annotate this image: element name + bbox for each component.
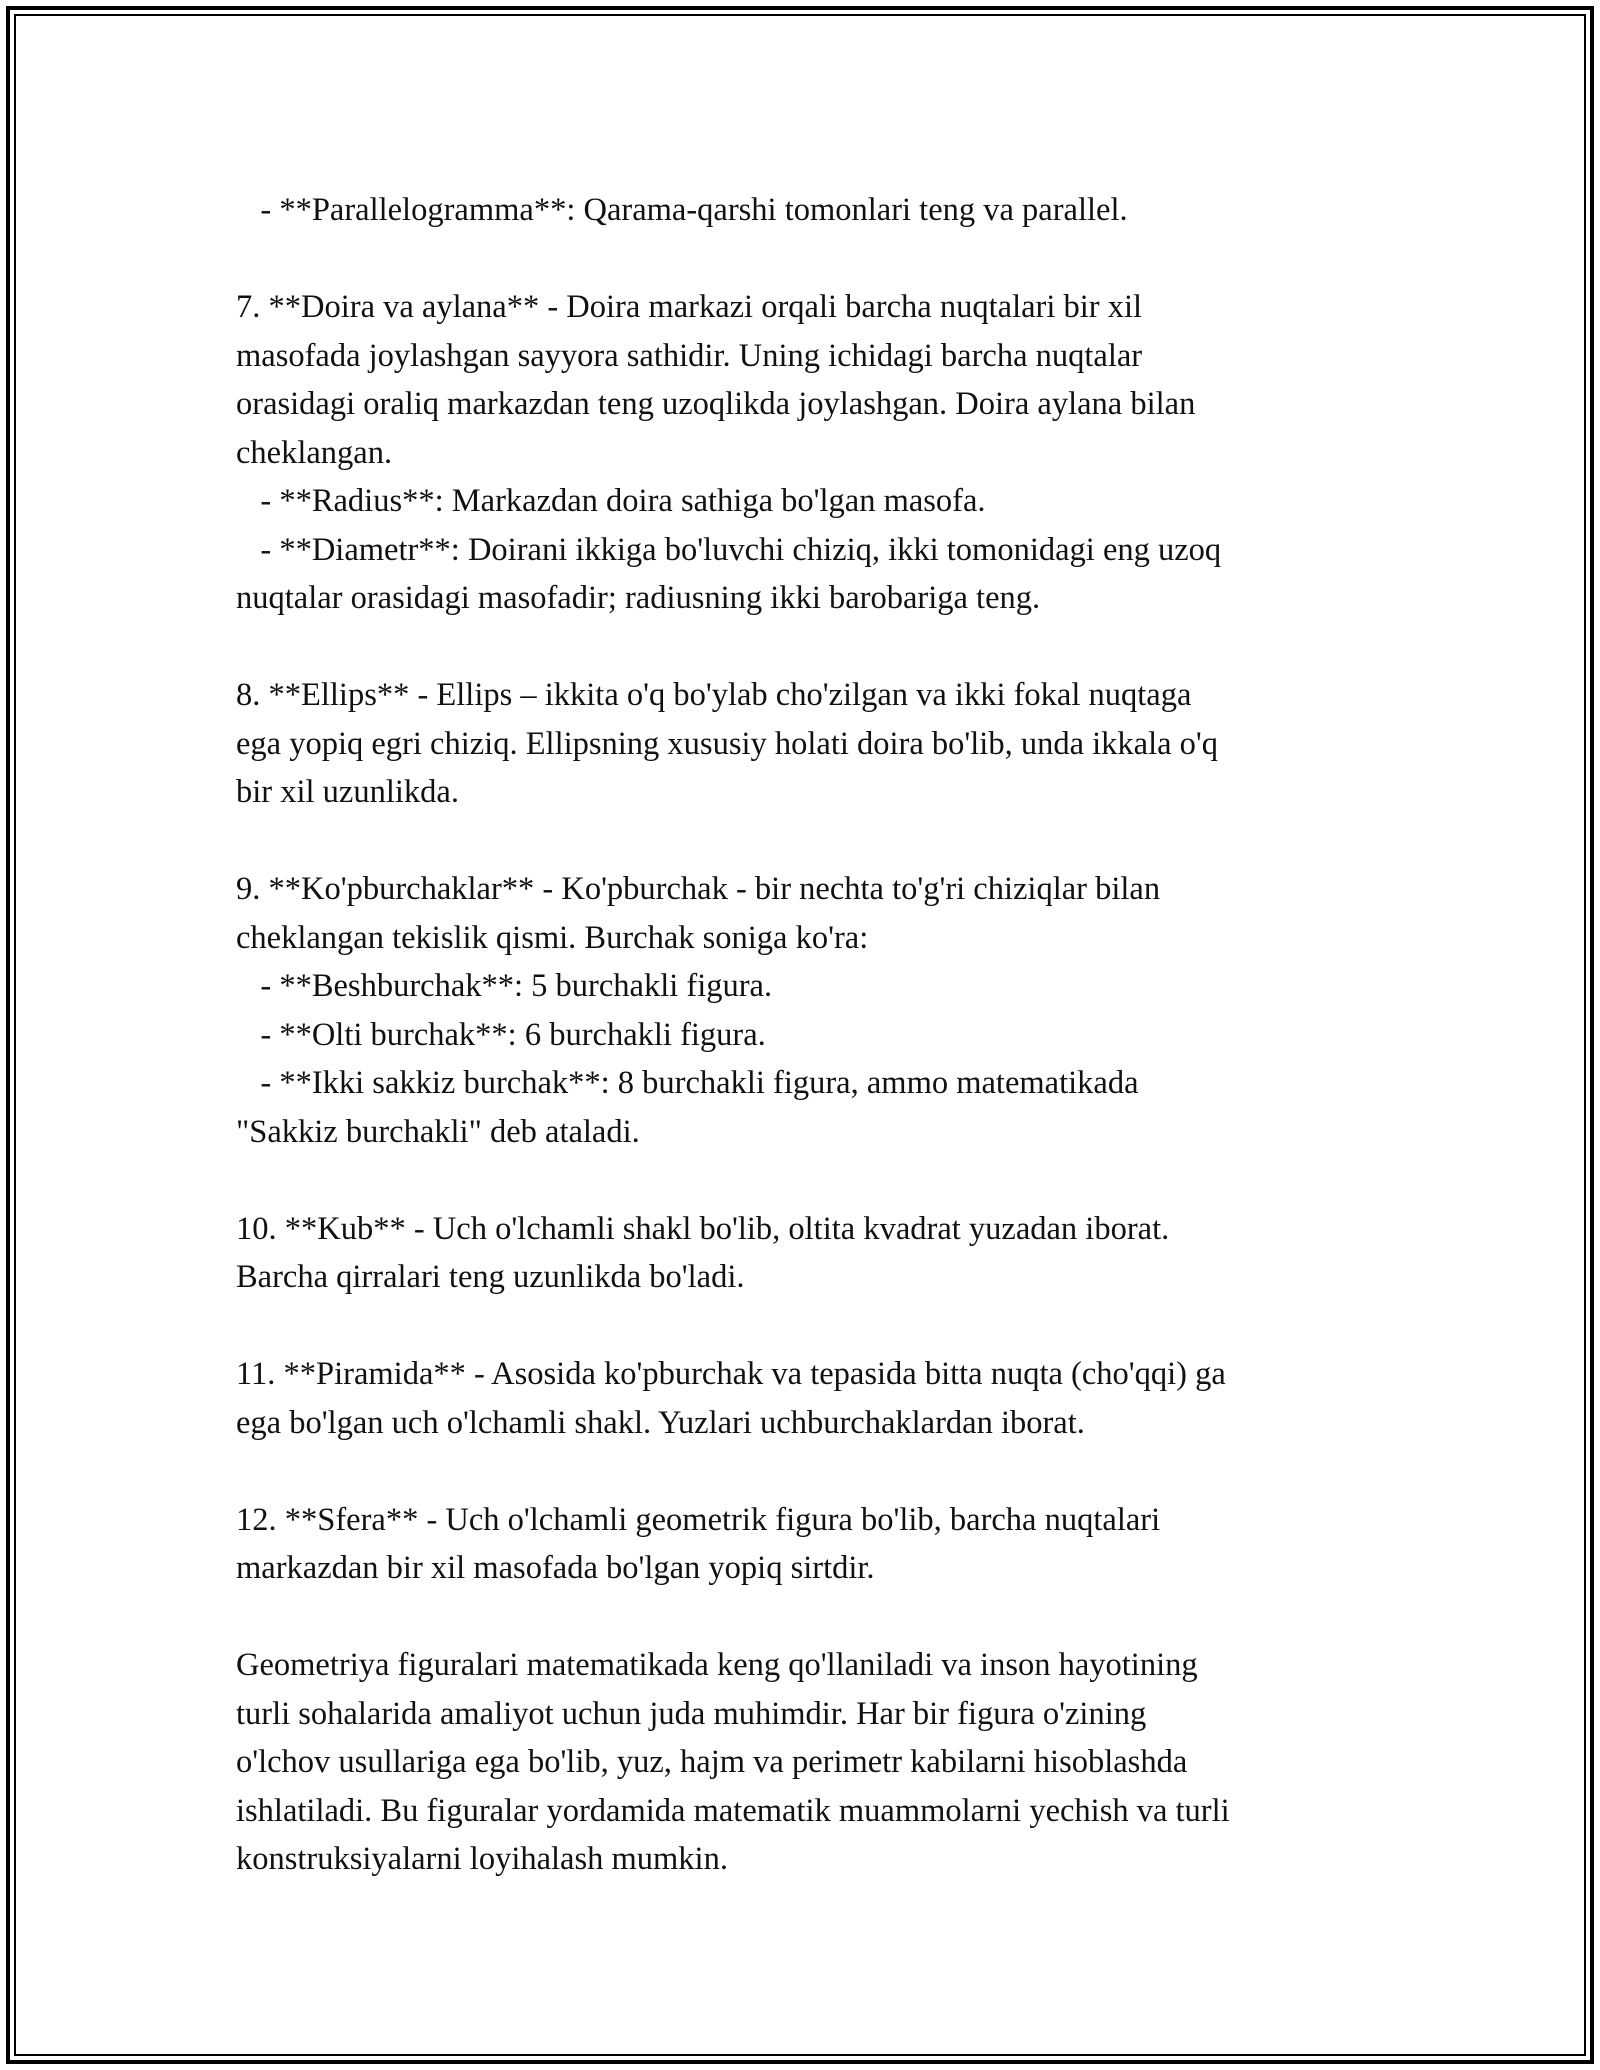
text-line: markazdan bir xil masofada bo'lgan yopiq sirtdir. [236,1550,875,1586]
text-line: 9. **Ko'pburchaklar** - Ko'pburchak - bir nechta to'g'ri chiziqlar bilan [236,871,1161,907]
text-line: 10. **Kub** - Uch o'lchamli shakl bo'lib, oltita kvadrat yuzadan iborat. [236,1210,1170,1247]
paragraph-gap [236,1302,1366,1351]
text-line: "Sakkiz burchakli" deb ataladi. [236,1113,640,1150]
section-11-piramida [236,1350,1366,1447]
section-12-sfera [236,1496,1366,1593]
text-line: konstruksiyalarni loyihalash mumkin. [236,1841,728,1877]
text-line: Geometriya figuralari matematikada keng qo'llaniladi va inson hayotining [236,1647,1198,1683]
text-line: - **Ikki sakkiz burchak**: 8 burchakli figura, ammo matematikada [236,1065,1139,1101]
text-line: 7. **Doira va aylana** - Doira markazi orqali barcha nuqtalari bir xil [236,289,1143,325]
parallelogram-item [236,186,1366,235]
text-line: - **Diametr**: Doirani ikkiga bo'luvchi chiziq, ikki tomonidagi eng uzoq [236,531,1222,568]
paragraph-gap [236,1156,1366,1205]
document-body [236,186,1366,1884]
text-line: ishlatiladi. Bu figuralar yordamida matematik muammolarni yechish va turli [236,1792,1230,1829]
text-line: Barcha qirralari teng uzunlikda bo'ladi. [236,1259,745,1295]
text-line: - **Parallelogramma**: Qarama-qarshi tomonlari teng va parallel. [236,192,1128,228]
conclusion-paragraph [236,1641,1366,1884]
text-line: - **Beshburchak**: 5 burchakli figura. [236,968,773,1004]
text-line: - **Radius**: Markazdan doira sathiga bo'lgan masofa. [236,483,986,519]
text-line: cheklangan tekislik qismi. Burchak soniga ko'ra: [236,919,869,956]
paragraph-gap [236,623,1366,672]
text-line: ega bo'lgan uch o'lchamli shakl. Yuzlari uchburchaklardan iborat. [236,1404,1085,1441]
text-line: masofada joylashgan sayyora sathidir. Uning ichidagi barcha nuqtalar [236,337,1143,374]
section-10-kub [236,1205,1366,1302]
text-line: - **Olti burchak**: 6 burchakli figura. [236,1016,766,1053]
paragraph-gap [236,1447,1366,1496]
paragraph-gap [236,1593,1366,1642]
section-8-ellips [236,671,1366,817]
text-line: nuqtalar orasidagi masofadir; radiusning ikki barobariga teng. [236,580,1041,616]
section-7-doira-va-aylana [236,283,1366,623]
text-line: ega yopiq egri chiziq. Ellipsning xususiy holati doira bo'lib, unda ikkala o'q [236,725,1219,762]
text-line: o'lchov usullariga ega bo'lib, yuz, hajm va perimetr kabilarni hisoblashda [236,1744,1188,1780]
text-line: bir xil uzunlikda. [236,774,459,810]
text-line: orasidagi oraliq markazdan teng uzoqlikda joylashgan. Doira aylana bilan [236,386,1196,422]
text-line: 8. **Ellips** - Ellips – ikkita o'q bo'ylab cho'zilgan va ikki fokal nuqtaga [236,677,1192,713]
text-line: 12. **Sfera** - Uch o'lchamli geometrik figura bo'lib, barcha nuqtalari [236,1501,1161,1538]
text-line: 11. **Piramida** - Asosida ko'pburchak va tepasida bitta nuqta (cho'qqi) ga [236,1356,1226,1392]
text-line: turli sohalarida amaliyot uchun juda muhimdir. Har bir figura o'zining [236,1695,1147,1732]
paragraph-gap [236,235,1366,284]
section-9-kopburchaklar [236,865,1366,1156]
text-line: cheklangan. [236,434,393,471]
paragraph-gap [236,817,1366,866]
